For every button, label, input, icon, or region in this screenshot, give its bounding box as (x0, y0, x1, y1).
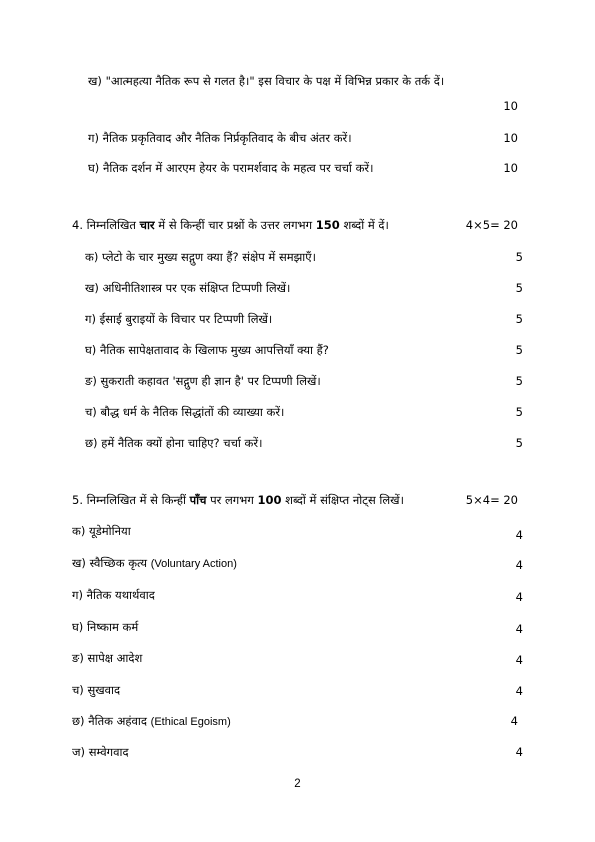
item-marks: 4 (515, 528, 523, 542)
item-marks: 4 (515, 684, 523, 698)
item-text: निष्काम कर्म (86, 620, 139, 634)
item-text: सुखवाद (87, 683, 121, 697)
item-text: सापेक्ष आदेश (87, 651, 143, 665)
item-label: ग) (85, 312, 96, 326)
item-text: यूडेमोनिया (88, 524, 131, 538)
item-marks: 5 (515, 281, 523, 295)
list-item (72, 556, 237, 571)
list-item (72, 714, 231, 729)
instruction-emphasis: 150 (315, 218, 340, 232)
item-text: "आत्महत्या नैतिक रूप से गलत है।" इस विचार के पक्ष में विभिन्न प्रकार के तर्क दें। (105, 74, 445, 88)
item-text: नैतिक दर्शन में आरएम हेयर के परामर्शवाद के महत्व पर चर्चा करें। (102, 161, 374, 175)
item-text: सुकराती कहावत 'सद्गुण ही ज्ञान है' पर टिप्पणी लिखें। (100, 374, 321, 388)
instruction-emphasis: 100 (257, 493, 282, 507)
item-marks: 4 (515, 745, 523, 759)
item-label: ग) (88, 131, 99, 145)
item-label: ख) (85, 281, 99, 295)
item-label: ग) (72, 588, 83, 602)
item-marks: 5 (515, 250, 523, 264)
list-item (72, 745, 129, 760)
item-text: नैतिक सापेक्षतावाद के खिलाफ मुख्य आपत्तियाँ क्या हैं? (99, 343, 329, 357)
list-item (85, 343, 329, 358)
item-label: ख) (88, 74, 102, 88)
item-label: छ) (72, 714, 85, 728)
item-label: ङ) (85, 374, 97, 388)
item-marks: 10 (503, 161, 518, 175)
list-item (85, 374, 321, 389)
item-label: छ) (85, 436, 98, 450)
item-label: घ) (88, 161, 100, 175)
item-text: नैतिक प्रकृतिवाद और नैतिक निर्प्रकृतिवाद के बीच अंतर करें। (102, 131, 352, 145)
item-marks: 4 (515, 653, 523, 667)
instruction-text: निम्नलिखित में से किन्हीं (86, 493, 186, 507)
item-text: नैतिक यथार्थवाद (86, 588, 155, 602)
instruction-emphasis: पाँच (189, 493, 207, 507)
list-item (72, 651, 142, 666)
item-label: ङ) (72, 651, 84, 665)
q3-item-b (88, 74, 444, 89)
instruction-text: शब्दों में संक्षिप्त नोट्स लिखें। (285, 493, 404, 507)
item-text: ईसाई बुराइयों के विचार पर टिप्पणी लिखें। (99, 312, 273, 326)
list-item (85, 281, 290, 296)
q5-instruction (72, 493, 404, 508)
item-label: ज) (72, 745, 86, 759)
instruction-text: निम्नलिखित (86, 218, 136, 232)
item-text: प्लेटो के चार मुख्य सद्गुण क्या हैं? संक्षेप में समझाएँ। (101, 250, 316, 264)
item-marks: 5 (515, 374, 523, 388)
instruction-text: पर लगभग (210, 493, 254, 507)
item-label: घ) (85, 343, 97, 357)
item-marks: 4 (510, 714, 518, 728)
list-item (85, 250, 316, 265)
q3-item-d (88, 161, 373, 176)
question-total-marks: 5×4= 20 (465, 493, 518, 507)
page-number: 2 (294, 778, 301, 790)
item-text: सम्वेगवाद (88, 745, 129, 759)
item-marks: 5 (515, 343, 523, 357)
item-text: स्वैच्छिक कृत्य (89, 556, 148, 570)
item-english-term: (Voluntary Action) (150, 558, 237, 570)
item-marks: 10 (503, 99, 518, 113)
list-item (85, 436, 262, 451)
item-marks: 5 (515, 312, 523, 326)
item-text: अधिनीतिशास्त्र पर एक संक्षिप्त टिप्पणी लिखें। (102, 281, 291, 295)
list-item (72, 620, 138, 635)
item-label: च) (72, 683, 84, 697)
instruction-text: में से किन्हीं चार प्रश्नों के उत्तर लगभग (158, 218, 313, 232)
item-marks: 4 (515, 622, 523, 636)
item-text: नैतिक अहंवाद (88, 714, 147, 728)
list-item (85, 312, 272, 327)
item-text: हमें नैतिक क्यों होना चाहिए? चर्चा करें। (101, 436, 263, 450)
item-marks: 4 (515, 558, 523, 572)
item-label: क) (72, 524, 86, 538)
item-marks: 5 (515, 436, 523, 450)
item-label: क) (85, 250, 99, 264)
list-item (72, 588, 155, 603)
q4-instruction (72, 218, 389, 233)
question-number: 4. (72, 218, 83, 232)
item-label: घ) (72, 620, 84, 634)
item-label: ख) (72, 556, 86, 570)
q3-item-c (88, 131, 352, 146)
item-marks: 10 (503, 131, 518, 145)
instruction-text: शब्दों में दें। (343, 218, 389, 232)
item-text: बौद्ध धर्म के नैतिक सिद्धांतों की व्याख्या करें। (100, 405, 285, 419)
question-number: 5. (72, 493, 83, 507)
list-item (85, 405, 284, 420)
item-english-term: (Ethical Egoism) (150, 716, 231, 728)
list-item (72, 524, 131, 539)
item-marks: 5 (515, 405, 523, 419)
item-marks: 4 (515, 590, 523, 604)
item-label: च) (85, 405, 97, 419)
instruction-emphasis: चार (139, 218, 155, 232)
question-total-marks: 4×5= 20 (465, 218, 518, 232)
list-item (72, 683, 120, 698)
